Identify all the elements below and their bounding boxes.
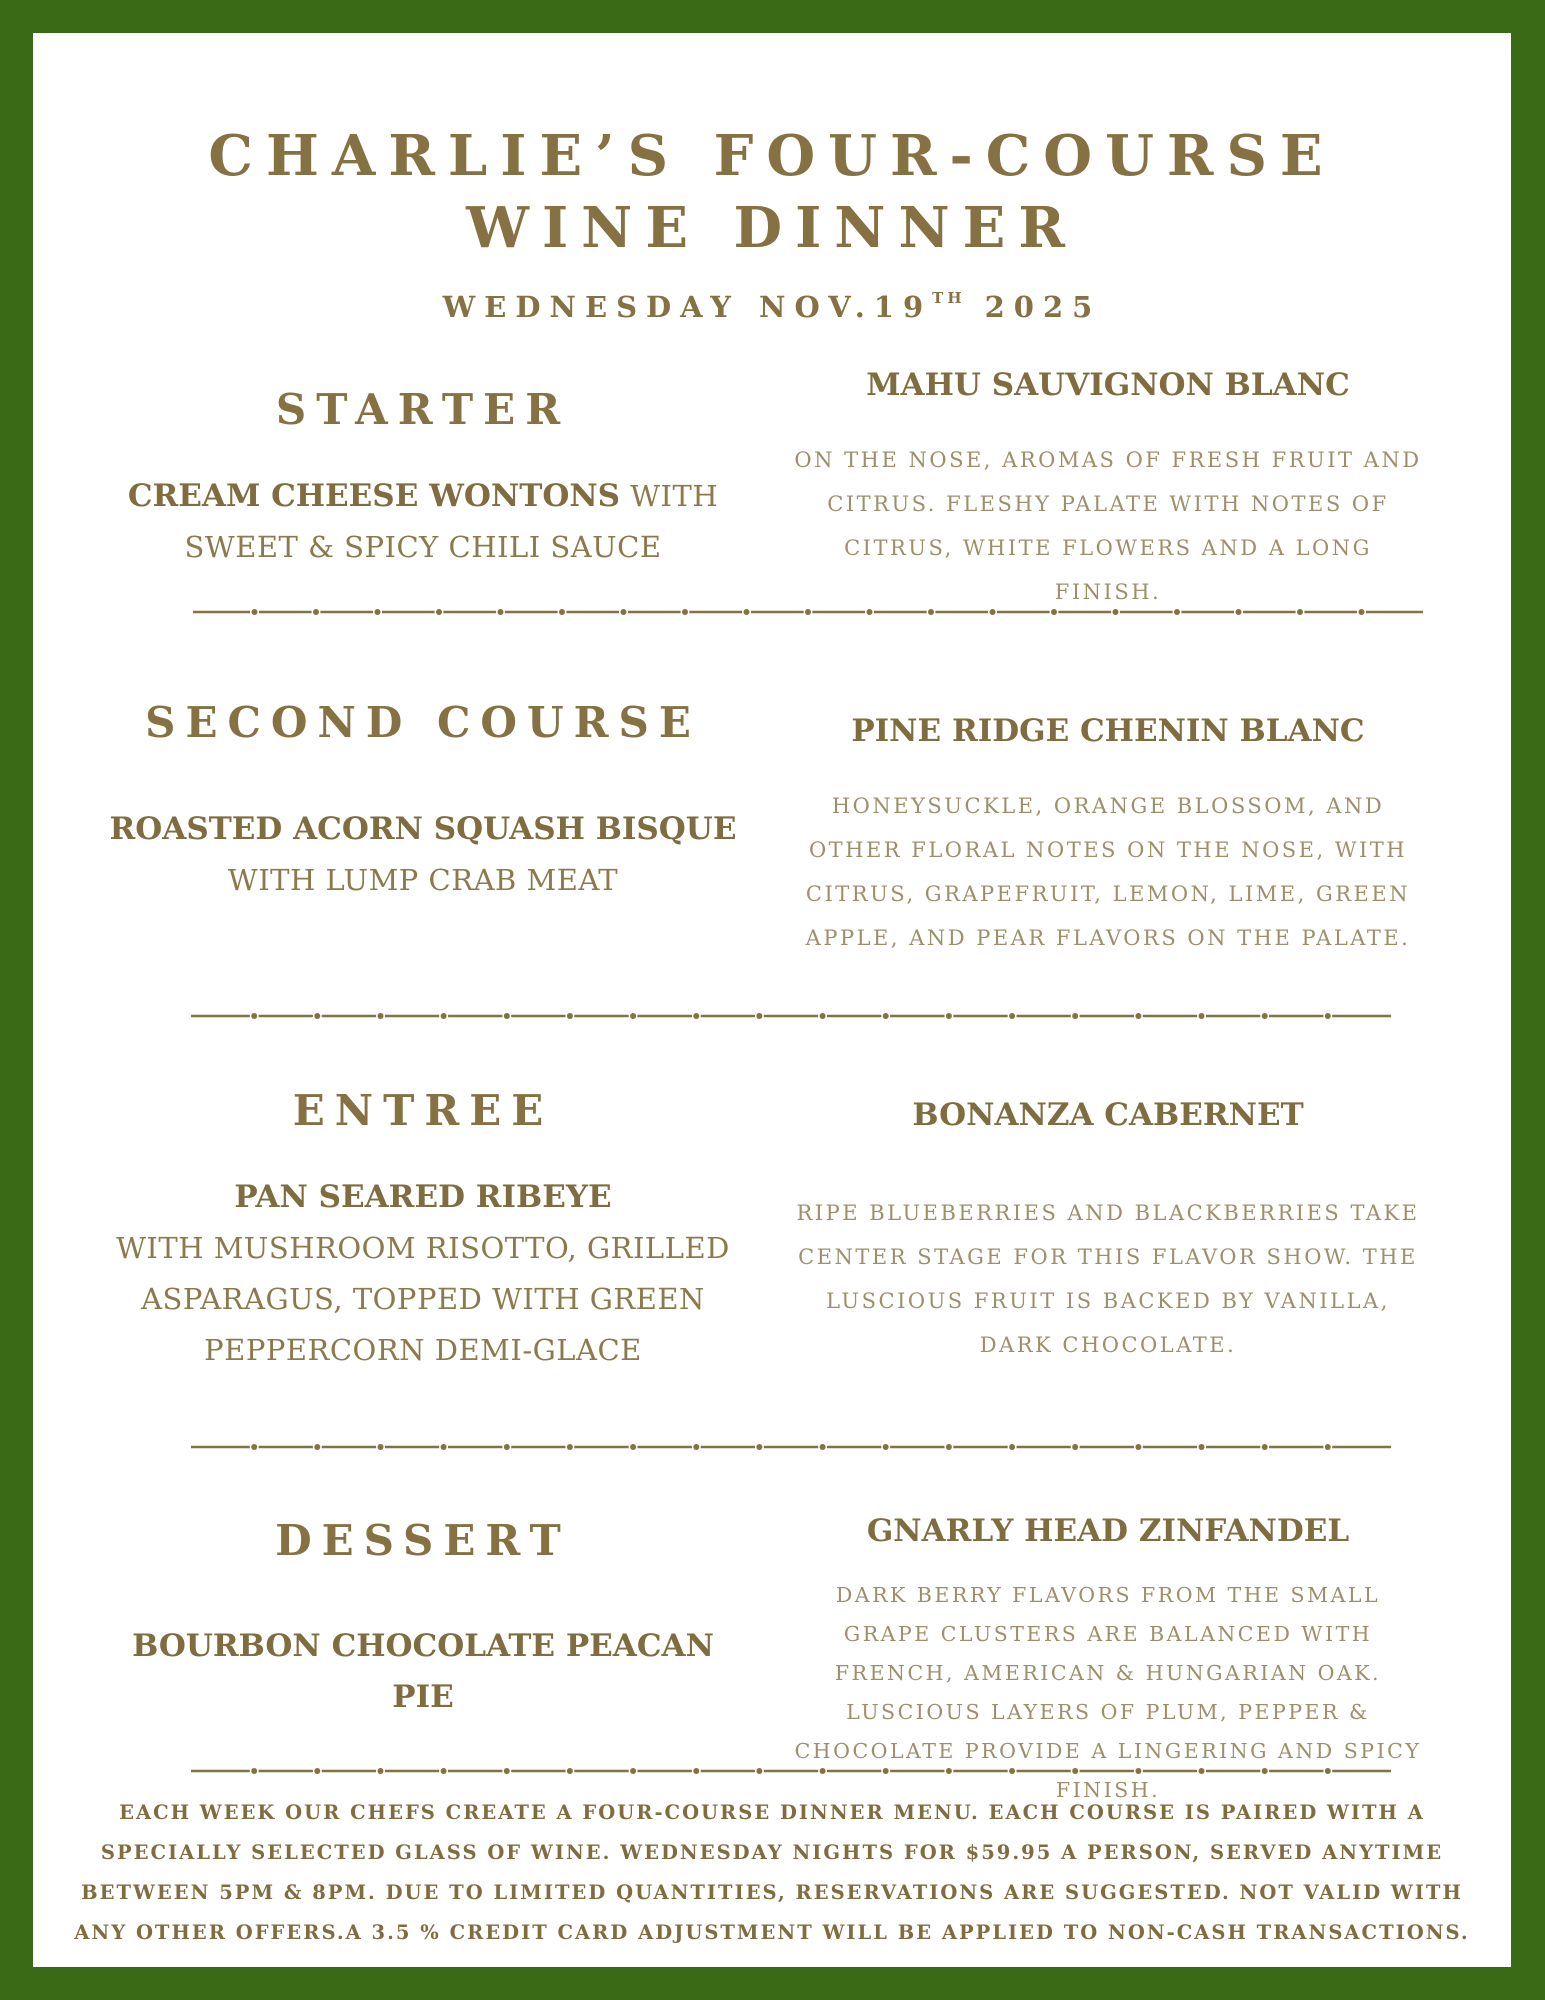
menu-title-line2: WINE DINNER	[466, 195, 1078, 261]
wine-name-dessert: GNARLY HEAD ZINFANDEL	[866, 1513, 1350, 1549]
divider-dot	[441, 1013, 447, 1019]
divider-dot	[251, 1013, 257, 1019]
wine-desc-entree: RIPE BLUEBERRIES AND BLACKBERRIES TAKE CENTER STAGE FOR THIS FLAVOR SHOW. THE LUSCIOUS FRUIT IS BACKED BY VANILLA, DARK CHOCOLATE.	[796, 1201, 1420, 1357]
divider-dot	[1262, 1768, 1268, 1774]
dot-divider	[191, 1441, 1391, 1453]
divider-dot	[1072, 1444, 1078, 1450]
dot-divider	[191, 1765, 1391, 1777]
divider-dot	[1199, 1013, 1205, 1019]
divider-dot	[883, 1768, 889, 1774]
divider-dot	[314, 1768, 320, 1774]
divider-dot	[928, 609, 934, 615]
divider-dot	[946, 1013, 952, 1019]
divider-dot	[693, 1013, 699, 1019]
divider-dot	[630, 1013, 636, 1019]
divider-dot	[1009, 1768, 1015, 1774]
footer-terms: EACH WEEK OUR CHEFS CREATE A FOUR-COURSE DINNER MENU. EACH COURSE IS PAIRED WITH A SPECIALLY SELECTED GLASS OF WINE. WEDNESDAY NIGHTS FOR $59.95 A PERSON, SERVED ANYTIME BETWEEN 5PM & 8PM. DUE TO LIMITED QUANTITIES, RESERVATIONS ARE SUGGESTED. NOT VALID WITH ANY OTHER OFFERS.A 3.5 % CREDIT CARD ADJUSTMENT WILL BE APPLIED TO NON-CASH TRANSACTIONS.	[74, 1801, 1470, 1944]
divider-dot	[1009, 1013, 1015, 1019]
divider-dot	[946, 1768, 952, 1774]
dish-name: PAN SEARED RIBEYE	[234, 1179, 612, 1215]
divider-dot	[756, 1013, 762, 1019]
wine-name-entree: BONANZA CABERNET	[912, 1097, 1304, 1133]
divider-dot	[498, 609, 504, 615]
divider-dot	[693, 1444, 699, 1450]
divider-graphic	[191, 1441, 1391, 1453]
wine-name-starter: MAHU SAUVIGNON BLANC	[866, 367, 1350, 403]
dish-desc: WITH LUMP CRAB MEAT	[227, 863, 619, 897]
divider-dot	[504, 1768, 510, 1774]
divider-dot	[1262, 1013, 1268, 1019]
divider-dot	[436, 609, 442, 615]
course-heading-entree: ENTREE	[292, 1086, 554, 1135]
divider-dot	[504, 1444, 510, 1450]
divider-dot	[820, 1768, 826, 1774]
divider-dot	[693, 1768, 699, 1774]
divider-dot	[682, 609, 688, 615]
divider-dot	[504, 1013, 510, 1019]
divider-dot	[441, 1768, 447, 1774]
dish-name: ROASTED ACORN SQUASH BISQUE	[109, 811, 737, 847]
divider-dot	[805, 609, 811, 615]
divider-dot	[1325, 1768, 1331, 1774]
dish-name: BOURBON CHOCOLATE PEACAN PIE	[132, 1628, 714, 1715]
divider-dot	[1113, 609, 1119, 615]
divider-dot	[252, 609, 258, 615]
dish-desc: WITH SWEET & SPICY CHILI SAUCE	[184, 479, 719, 564]
divider-dot	[1009, 1444, 1015, 1450]
dish-desc: WITH MUSHROOM RISOTTO, GRILLED ASPARAGUS, TOPPED WITH GREEN PEPPERCORN DEMI-GLACE	[116, 1231, 730, 1367]
course-heading-starter: STARTER	[275, 385, 571, 434]
divider-dot	[1325, 1444, 1331, 1450]
divider-dot	[1297, 609, 1303, 615]
divider-dot	[1072, 1768, 1078, 1774]
divider-dot	[820, 1444, 826, 1450]
wine-desc-starter: ON THE NOSE, AROMAS OF FRESH FRUIT AND CITRUS. FLESHY PALATE WITH NOTES OF CITRUS, WHITE FLOWERS AND A LONG FINISH.	[794, 448, 1422, 604]
divider-dot	[251, 1444, 257, 1450]
divider-dot	[1325, 1013, 1331, 1019]
divider-dot	[630, 1444, 636, 1450]
divider-dot	[883, 1013, 889, 1019]
divider-dot	[378, 1768, 384, 1774]
divider-dot	[314, 1444, 320, 1450]
divider-dot	[946, 1444, 952, 1450]
wine-desc-second: HONEYSUCKLE, ORANGE BLOSSOM, AND OTHER FLORAL NOTES ON THE NOSE, WITH CITRUS, GRAPEFRUIT, LEMON, LIME, GREEN APPLE, AND PEAR FLAVORS ON THE PALATE.	[805, 794, 1411, 950]
date-suffix: TH	[932, 289, 966, 307]
divider-graphic	[193, 606, 1423, 618]
dot-divider	[191, 1010, 1391, 1022]
divider-dot	[756, 1768, 762, 1774]
divider-dot	[1072, 1013, 1078, 1019]
course-heading-second: SECOND COURSE	[145, 698, 701, 747]
divider-dot	[1174, 609, 1180, 615]
divider-graphic	[191, 1765, 1391, 1777]
divider-dot	[1135, 1013, 1141, 1019]
divider-dot	[1199, 1444, 1205, 1450]
divider-dot	[314, 1013, 320, 1019]
divider-dot	[378, 1013, 384, 1019]
divider-dot	[1236, 609, 1242, 615]
dish-second	[103, 803, 743, 905]
divider-dot	[867, 609, 873, 615]
divider-dot	[621, 609, 627, 615]
divider-dot	[567, 1013, 573, 1019]
wine-desc-dessert: DARK BERRY FLAVORS FROM THE SMALL GRAPE CLUSTERS ARE BALANCED WITH FRENCH, AMERICAN & HUNGARIAN OAK. LUSCIOUS LAYERS OF PLUM, PEPPER & CHOCOLATE PROVIDE A LINGERING AND SPICY FINISH.	[794, 1583, 1422, 1802]
divider-dot	[756, 1444, 762, 1450]
divider-dot	[883, 1444, 889, 1450]
divider-dot	[251, 1768, 257, 1774]
divider-dot	[313, 609, 319, 615]
divider-dot	[567, 1768, 573, 1774]
date-main: WEDNESDAY NOV.19	[442, 290, 933, 324]
divider-dot	[567, 1444, 573, 1450]
divider-graphic	[191, 1010, 1391, 1022]
menu-page	[33, 33, 1511, 1967]
divider-dot	[441, 1444, 447, 1450]
dish-dessert	[103, 1620, 743, 1722]
divider-dot	[1359, 609, 1365, 615]
divider-dot	[378, 1444, 384, 1450]
date-year: 2025	[984, 290, 1102, 324]
menu-title-line1: CHARLIE’S FOUR-COURSE	[208, 123, 1336, 189]
dot-divider	[193, 606, 1423, 618]
divider-dot	[1051, 609, 1057, 615]
divider-dot	[559, 609, 565, 615]
divider-dot	[1262, 1444, 1268, 1450]
dish-entree	[103, 1171, 743, 1375]
divider-dot	[630, 1768, 636, 1774]
divider-dot	[1135, 1444, 1141, 1450]
divider-dot	[744, 609, 750, 615]
dish-starter	[103, 470, 743, 572]
course-heading-dessert: DESSERT	[275, 1516, 571, 1565]
dish-name: CREAM CHEESE WONTONS	[127, 478, 621, 514]
divider-dot	[1135, 1768, 1141, 1774]
divider-dot	[375, 609, 381, 615]
wine-name-second: PINE RIDGE CHENIN BLANC	[851, 713, 1365, 749]
divider-dot	[990, 609, 996, 615]
divider-dot	[1199, 1768, 1205, 1774]
event-date	[33, 289, 1511, 324]
divider-dot	[820, 1013, 826, 1019]
